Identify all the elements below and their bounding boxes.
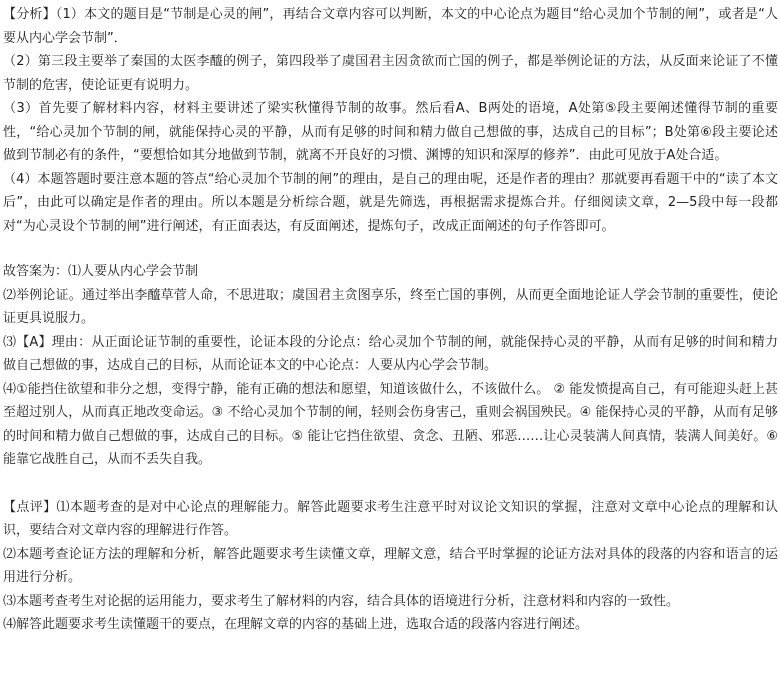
comment-section — [3, 496, 778, 637]
comment-part-1: 【点评】⑴本题考查的是对中心论点的理解能力。解答此题要求考生注意平时对议论文知识的掌握，注意对文章中心论点的理解和认识，要结合对文章内容的理解进行作答。 — [3, 499, 778, 538]
answer-part-1: 故答案为：⑴人要从内心学会节制 — [3, 264, 199, 279]
analysis-part-1: 【分析】（1）本文的题目是“节制是心灵的闸”，再结合文章内容可以判断，本文的中心论点为题目“给心灵加个节制的闸”，或者是“人要从内心学会节制”． — [3, 7, 778, 46]
answer-part-4: ⑷①能挡住欲望和非分之想，变得宁静，能有正确的想法和愿望，知道该做什么，不该做什么。 ② 能发愤提高自己，有可能迎头赶上甚至超过别人，从而真正地改变命运。③ 不给心灵加个节制的闸，轻则会伤身害己，重则会祸国殃民。④ 能保持心灵的平静，从而有足够的时间和精力做自己想做的事，达成自己的目标。⑤ 能让它挡住欲望、贪念、丑陋、邪恶……让心灵装满人间真情，装满人间美好。⑥能靠它战胜自己，从而不丢失自我。 — [3, 381, 778, 467]
analysis-part-2: （2）第三段主要举了秦国的太医李醯的例子，第四段举了虞国君主因贪欲而亡国的例子，都是举例论证的方法，从反面来论证了不懂节制的危害，使论证更有说明力。 — [3, 54, 778, 93]
answer-part-3: ⑶【A】理由：从正面论证节制的重要性，论证本段的分论点：给心灵加个节制的闸，就能保持心灵的平静，从而有足够的时间和精力做自己想做的事，达成自己的目标，从而论证本文的中心论点：人要从内心学会节制。 — [3, 334, 778, 373]
answer-part-2: ⑵举例论证。通过举出李醯草菅人命，不思进取；虞国君主贪图享乐，终至亡国的事例，从而更全面地论证人学会节制的重要性，使论证更具说服力。 — [3, 287, 778, 326]
analysis-section — [3, 3, 778, 238]
comment-part-3: ⑶本题考查考生对论据的运用能力，要求考生了解材料的内容，结合具体的语境进行分析，注意材料和内容的一致性。 — [3, 593, 680, 609]
comment-part-2: ⑵本题考查论证方法的理解和分析，解答此题要求考生读懂文章，理解文意，结合平时掌握的论证方法对具体的段落的内容和语言的运用进行分析。 — [3, 546, 778, 585]
analysis-part-3: （3）首先要了解材料内容，材料主要讲述了梁实秋懂得节制的故事。然后看A、B两处的语境，A处第⑤段主要阐述懂得节制的重要性，“给心灵加个节制的闸，就能保持心灵的平静，从而有足够的时间和精力做自己想做的事，达成自己的目标”；B处第⑥段主要论述做到节制必有的条件，“要想恰如其分地做到节制，就离不开良好的习惯、渊博的知识和深厚的修养”．由此可见放于A处合适。 — [3, 101, 778, 163]
section-spacer — [3, 238, 778, 260]
analysis-part-4: （4）本题答题时要注意本题的答点“给心灵加个节制的闸”的理由，是自己的理由呢，还是作者的理由？那就要再看题干中的“读了本文后”，由此可以确定是作者的理由。所以本题是分析综合题，就是先筛选，再根据需求提炼合并。仔细阅读文章，2—5段中每一段都对“为心灵设个节制的闸”进行阐述，有正面表达，有反面阐述，提炼句子，改成正面阐述的句子作答即可。 — [3, 171, 778, 234]
answer-section — [3, 260, 778, 472]
section-spacer — [3, 472, 778, 496]
comment-part-4: ⑷解答此题要求考生读懂题干的要点，在理解文章的内容的基础上进，选取合适的段落内容进行阐述。 — [3, 617, 589, 632]
